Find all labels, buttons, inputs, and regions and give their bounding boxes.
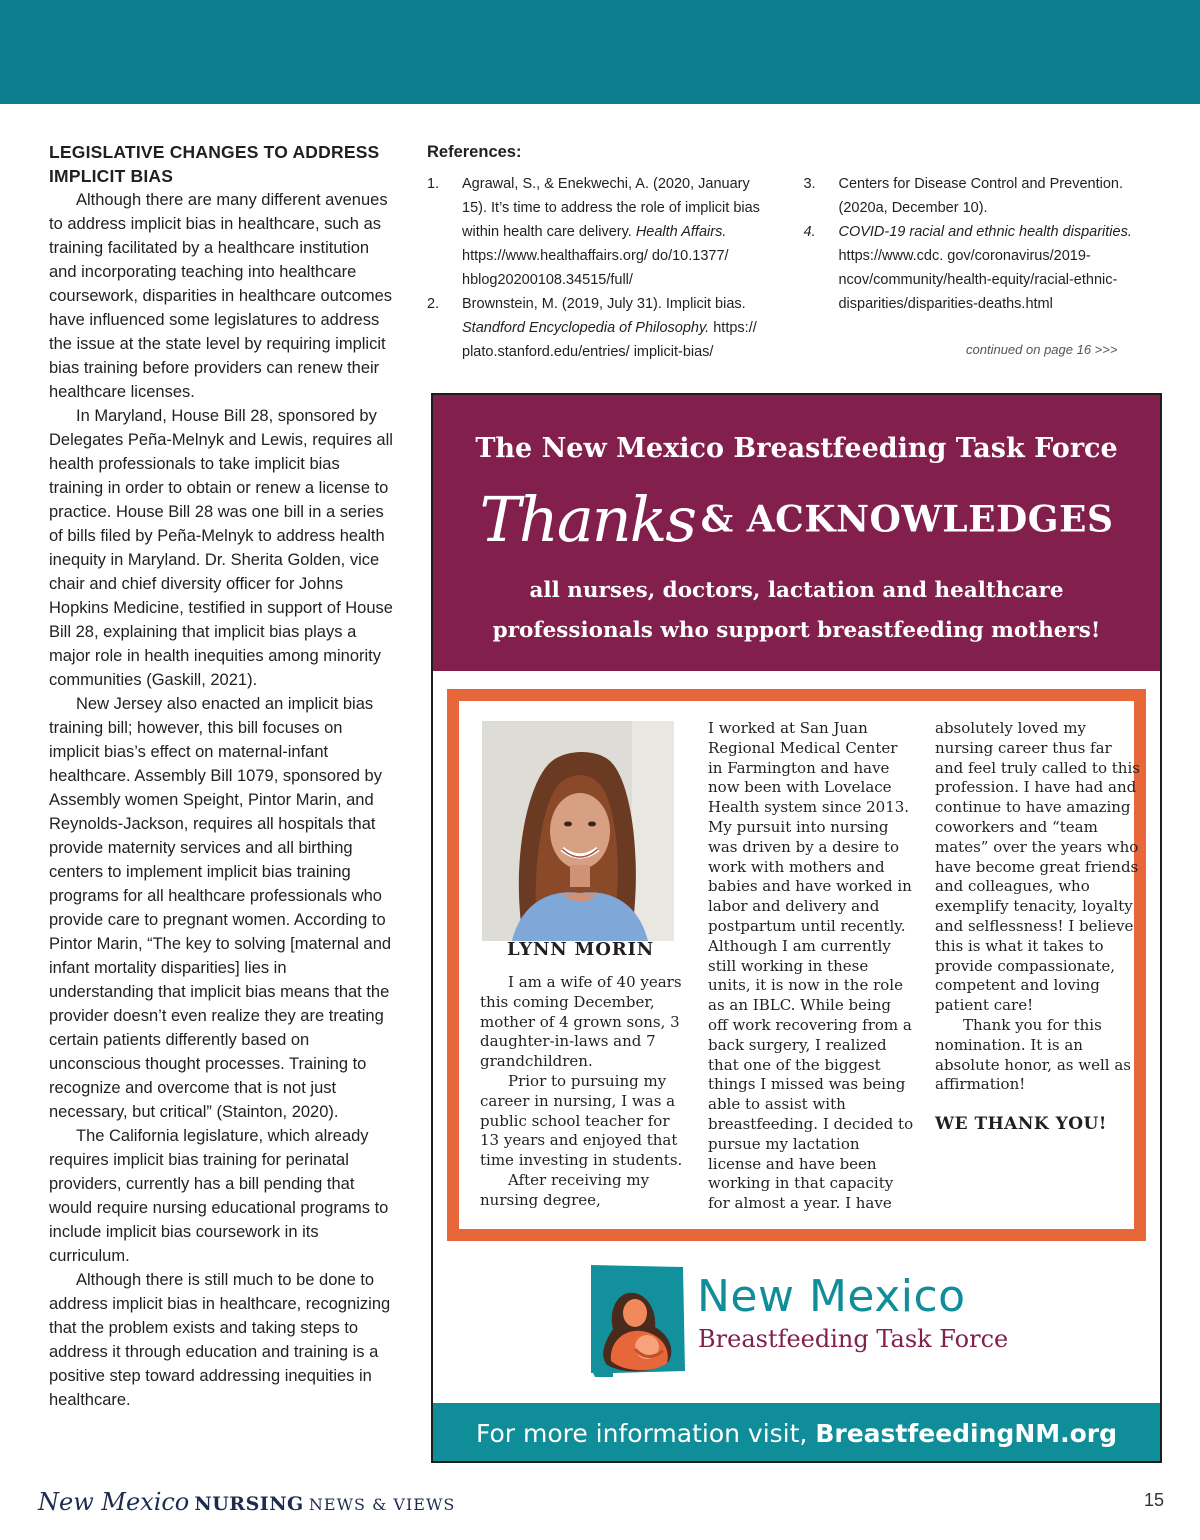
continued-note[interactable]: continued on page 16 >>>: [966, 342, 1118, 357]
advertisement: [431, 393, 1162, 1463]
ad-footer-bar: For more information visit, BreastfeedingNM.org: [433, 1403, 1160, 1463]
task-force-logo: [585, 1263, 1025, 1383]
reference-link[interactable]: https:// plato.stanford.edu/entries/ implicit-bias/: [462, 320, 757, 360]
ad-thanks-script: Thanks: [479, 483, 696, 556]
ad-banner: [433, 395, 1160, 671]
website-link[interactable]: BreastfeedingNM.org: [815, 1419, 1118, 1448]
ad-subtitle: all nurses, doctors, lactation and healthcare professionals who support breastfeeding mothers!: [492, 578, 1101, 643]
article-paragraph: In Maryland, House Bill 28, sponsored by Delegates Peña-Melnyk and Lewis, requires all health professionals to take implicit bias training in order to obtain or renew a license to practice. House Bill 28 was one bill in a series of bills filed by Peña-Melnyk to address health inequity in Maryland. Dr. Sherita Golden, vice chair and chief diversity officer for Johns Hopkins Medicine, testified in support of House Bill 28, explaining that implicit bias plays a major role in health inequities among minority communities (Gaskill, 2021).: [49, 407, 393, 689]
article-heading: LEGISLATIVE CHANGES TO ADDRESS IMPLICIT BIAS: [49, 142, 380, 186]
article-paragraph: The California legislature, which already requires implicit bias training for perinatal providers, currently has a bill pending that would require nursing educational programs to include implicit bias coursework in its curriculum.: [49, 1127, 389, 1265]
references-section: [427, 140, 1147, 364]
ad-acknowledges: & ACKNOWLEDGES: [700, 498, 1114, 541]
references-title: References:: [427, 143, 522, 161]
article-paragraph: New Jersey also enacted an implicit bias training bill; however, this bill focuses on implicit bias’s effect on maternal-infant healthcare. Assembly Bill 1079, sponsored by Assembly women Speight, Pintor Marin, and Reynolds-Jackson, requires all hospitals that provide maternity services and all birthing centers to implement implicit bias training programs for all healthcare professionals who provide care to pregnant women. According to Pintor Marin, “The key to solving [maternal and infant mortality disparities] lies in understanding that implicit bias means that the provider doesn’t even realize they are treating certain patients differently based on unconscious thought processes. Training to recognize and overcome that is not just necessary, but critical” (Stainton, 2020).: [49, 695, 392, 1121]
reference-link[interactable]: https://www.healthaffairs.org/ do/10.1377/ hblog20200108.34515/full/: [462, 248, 729, 288]
nominee-name: LYNN MORIN: [507, 939, 654, 960]
reference-item: 4. COVID-19 racial and ethnic health disparities. https://www.cdc. gov/coronavirus/2019-ncov/community/health-equity/racial-ethnic-disparities/disparities-deaths.html: [803, 224, 1132, 312]
header-bar: [0, 0, 1200, 104]
nominee-photo: [482, 721, 674, 941]
reference-item: 1. Agrawal, S., & Enekwechi, A. (2020, January 15). It’s time to address the role of implicit bias within health care delivery. Health Affairs. https://www.healthaffairs.org/ do/10.1377/ hblog20200108.34515/full/: [427, 176, 760, 288]
article-column: [49, 140, 394, 1412]
reference-link[interactable]: https://www.cdc. gov/coronavirus/2019-ncov/community/health-equity/racial-ethnic-disparities/disparities-deaths.html: [838, 248, 1118, 312]
logo-subtitle: Breastfeeding Task Force: [698, 1325, 1009, 1353]
ad-headline: The New Mexico Breastfeeding Task Force: [475, 433, 1118, 464]
logo-title: New Mexico: [697, 1271, 966, 1322]
mother-child-icon: [585, 1263, 690, 1381]
nominee-text-col1: I am a wife of 40 years this coming December, mother of 4 grown sons, 3 daughter-in-laws and 7 grandchildren. Prior to pursuing my career in nursing, I was a public school teacher for 13 years and enjoyed that time investing in students. After receiving my nursing degree,: [480, 973, 683, 1209]
we-thank-you: WE THANK YOU!: [935, 1114, 1107, 1135]
article-paragraph: Although there is still much to be done to address implicit bias in healthcare, recognizing that the problem exists and taking steps to address it through education and training is a positive step toward addressing inequities in healthcare.: [49, 1271, 391, 1409]
page-number: 15: [1144, 1490, 1165, 1510]
article-paragraph: Although there are many different avenues to address implicit bias in healthcare, such as training facilitated by a healthcare institution and incorporating teaching into healthcare coursework, disparities in healthcare outcomes have influenced some legislatures to address the issue at the state level by requiring implicit bias training before providers can renew their healthcare licenses.: [49, 191, 392, 401]
publication-masthead: New Mexico NURSING NEWS & VIEWS: [38, 1488, 456, 1516]
reference-item: 2. Brownstein, M. (2019, July 31). Implicit bias. Standford Encyclopedia of Philosophy. https:// plato.stanford.edu/entries/ implicit-bias/: [427, 296, 757, 360]
nominee-text-col3: absolutely loved my nursing career thus far and feel truly called to this profession. I have had and continue to have amazing coworkers and “team mates” over the years who have become great friends and colleagues, who exemplify tenacity, loyalty and selflessness! I believe this is what it takes to provide compassionate, competent and loving patient care! Thank you for this nomination. It is an absolute honor, as well as affirmation! WE THANK YOU!: [935, 719, 1140, 1135]
reference-item: 3. Centers for Disease Control and Prevention. (2020a, December 10).: [803, 176, 1123, 216]
nominee-frame: [447, 689, 1146, 1241]
nominee-text-col2: I worked at San Juan Regional Medical Center in Farmington and have now been with Lovelace Health system since 2013. My pursuit into nursing was driven by a desire to work with mothers and babies and have worked in labor and delivery and postpartum until recently. Although I am currently still working in these units, it is now in the role as an IBLC. While being off work recovering from a back surgery, I realized that one of the biggest things I missed was being able to assist with breastfeeding. I decided to pursue my lactation license and have been working in that capacity for almost a year. I have: [708, 719, 914, 1213]
